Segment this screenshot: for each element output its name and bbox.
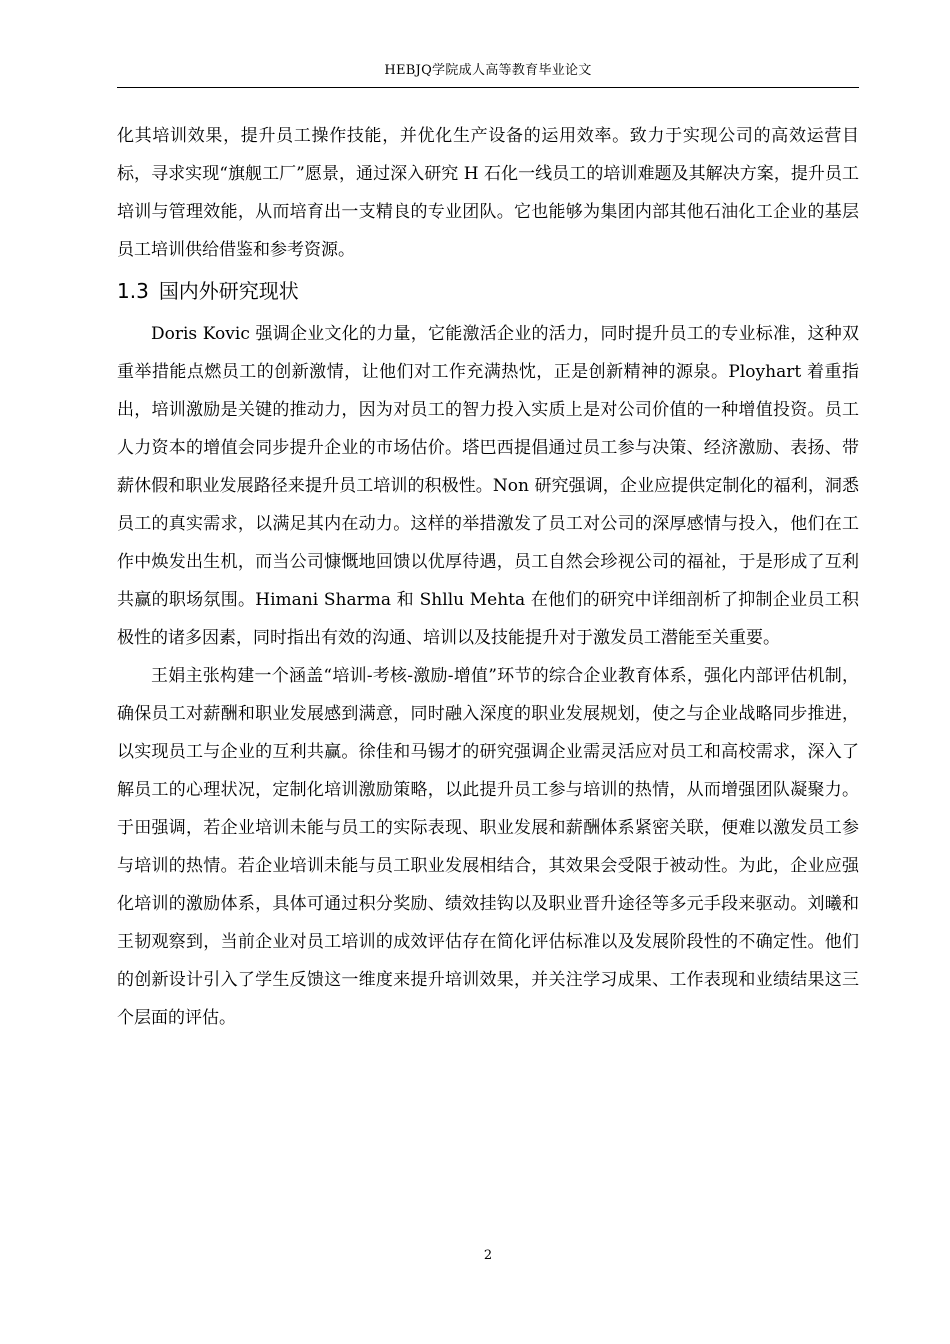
section-title: 国内外研究现状 bbox=[158, 279, 299, 303]
page-body bbox=[117, 117, 859, 1037]
section-heading bbox=[117, 271, 859, 311]
header-divider bbox=[117, 87, 859, 88]
body-paragraph: Doris Kovic 强调企业文化的力量，它能激活企业的活力，同时提升员工的专业标准，这种双重举措能点燃员工的创新激情，让他们对工作充满热忱，正是创新精神的源泉。Ployhart 着重指出，培训激励是关键的推动力，因为对员工的智力投入实质上是对公司价值的一种增值投资。员工人力资本的增值会同步提升企业的市场估价。塔巴西提倡通过员工参与决策、经济激励、表扬、带薪休假和职业发展路径来提升员工培训的积极性。Non 研究强调，企业应提供定制化的福利，洞悉员工的真实需求，以满足其内在动力。这样的举措激发了员工对公司的深厚感情与投入，他们在工作中焕发出生机，而当公司慷慨地回馈以优厚待遇，员工自然会珍视公司的福祉，于是形成了互利共赢的职场氛围。Himani Sharma 和 Shllu Mehta 在他们的研究中详细剖析了抑制企业员工积极性的诸多因素，同时指出有效的沟通、培训以及技能提升对于激发员工潜能至关重要。 bbox=[117, 324, 859, 648]
body-paragraph: 化其培训效果，提升员工操作技能，并优化生产设备的运用效率。致力于实现公司的高效运营目标，寻求实现“旗舰工厂”愿景，通过深入研究 H 石化一线员工的培训难题及其解决方案，提升员工培训与管理效能，从而培育出一支精良的专业团队。它也能够为集团内部其他石油化工企业的基层员工培训供给借鉴和参考资源。 bbox=[117, 126, 859, 260]
body-paragraph: 王娟主张构建一个涵盖“培训-考核-激励-增值”环节的综合企业教育体系，强化内部评估机制，确保员工对薪酬和职业发展感到满意，同时融入深度的职业发展规划，使之与企业战略同步推进，以实现员工与企业的互利共赢。徐佳和马锡才的研究强调企业需灵活应对员工和高校需求，深入了解员工的心理状况，定制化培训激励策略，以此提升员工参与培训的热情，从而增强团队凝聚力。于田强调，若企业培训未能与员工的实际表现、职业发展和薪酬体系紧密关联，便难以激发员工参与培训的热情。若企业培训未能与员工职业发展相结合，其效果会受限于被动性。为此，企业应强化培训的激励体系，具体可通过积分奖励、绩效挂钩以及职业晋升途径等多元手段来驱动。刘曦和王韧观察到，当前企业对员工培训的成效评估存在简化评估标准以及发展阶段性的不确定性。他们的创新设计引入了学生反馈这一维度来提升培训效果，并关注学习成果、工作表现和业绩结果这三个层面的评估。 bbox=[117, 666, 859, 1028]
page-number: 2 bbox=[483, 1248, 493, 1263]
section-number: 1.3 bbox=[117, 279, 149, 303]
running-header: HEBJQ学院成人高等教育毕业论文 bbox=[384, 63, 592, 78]
